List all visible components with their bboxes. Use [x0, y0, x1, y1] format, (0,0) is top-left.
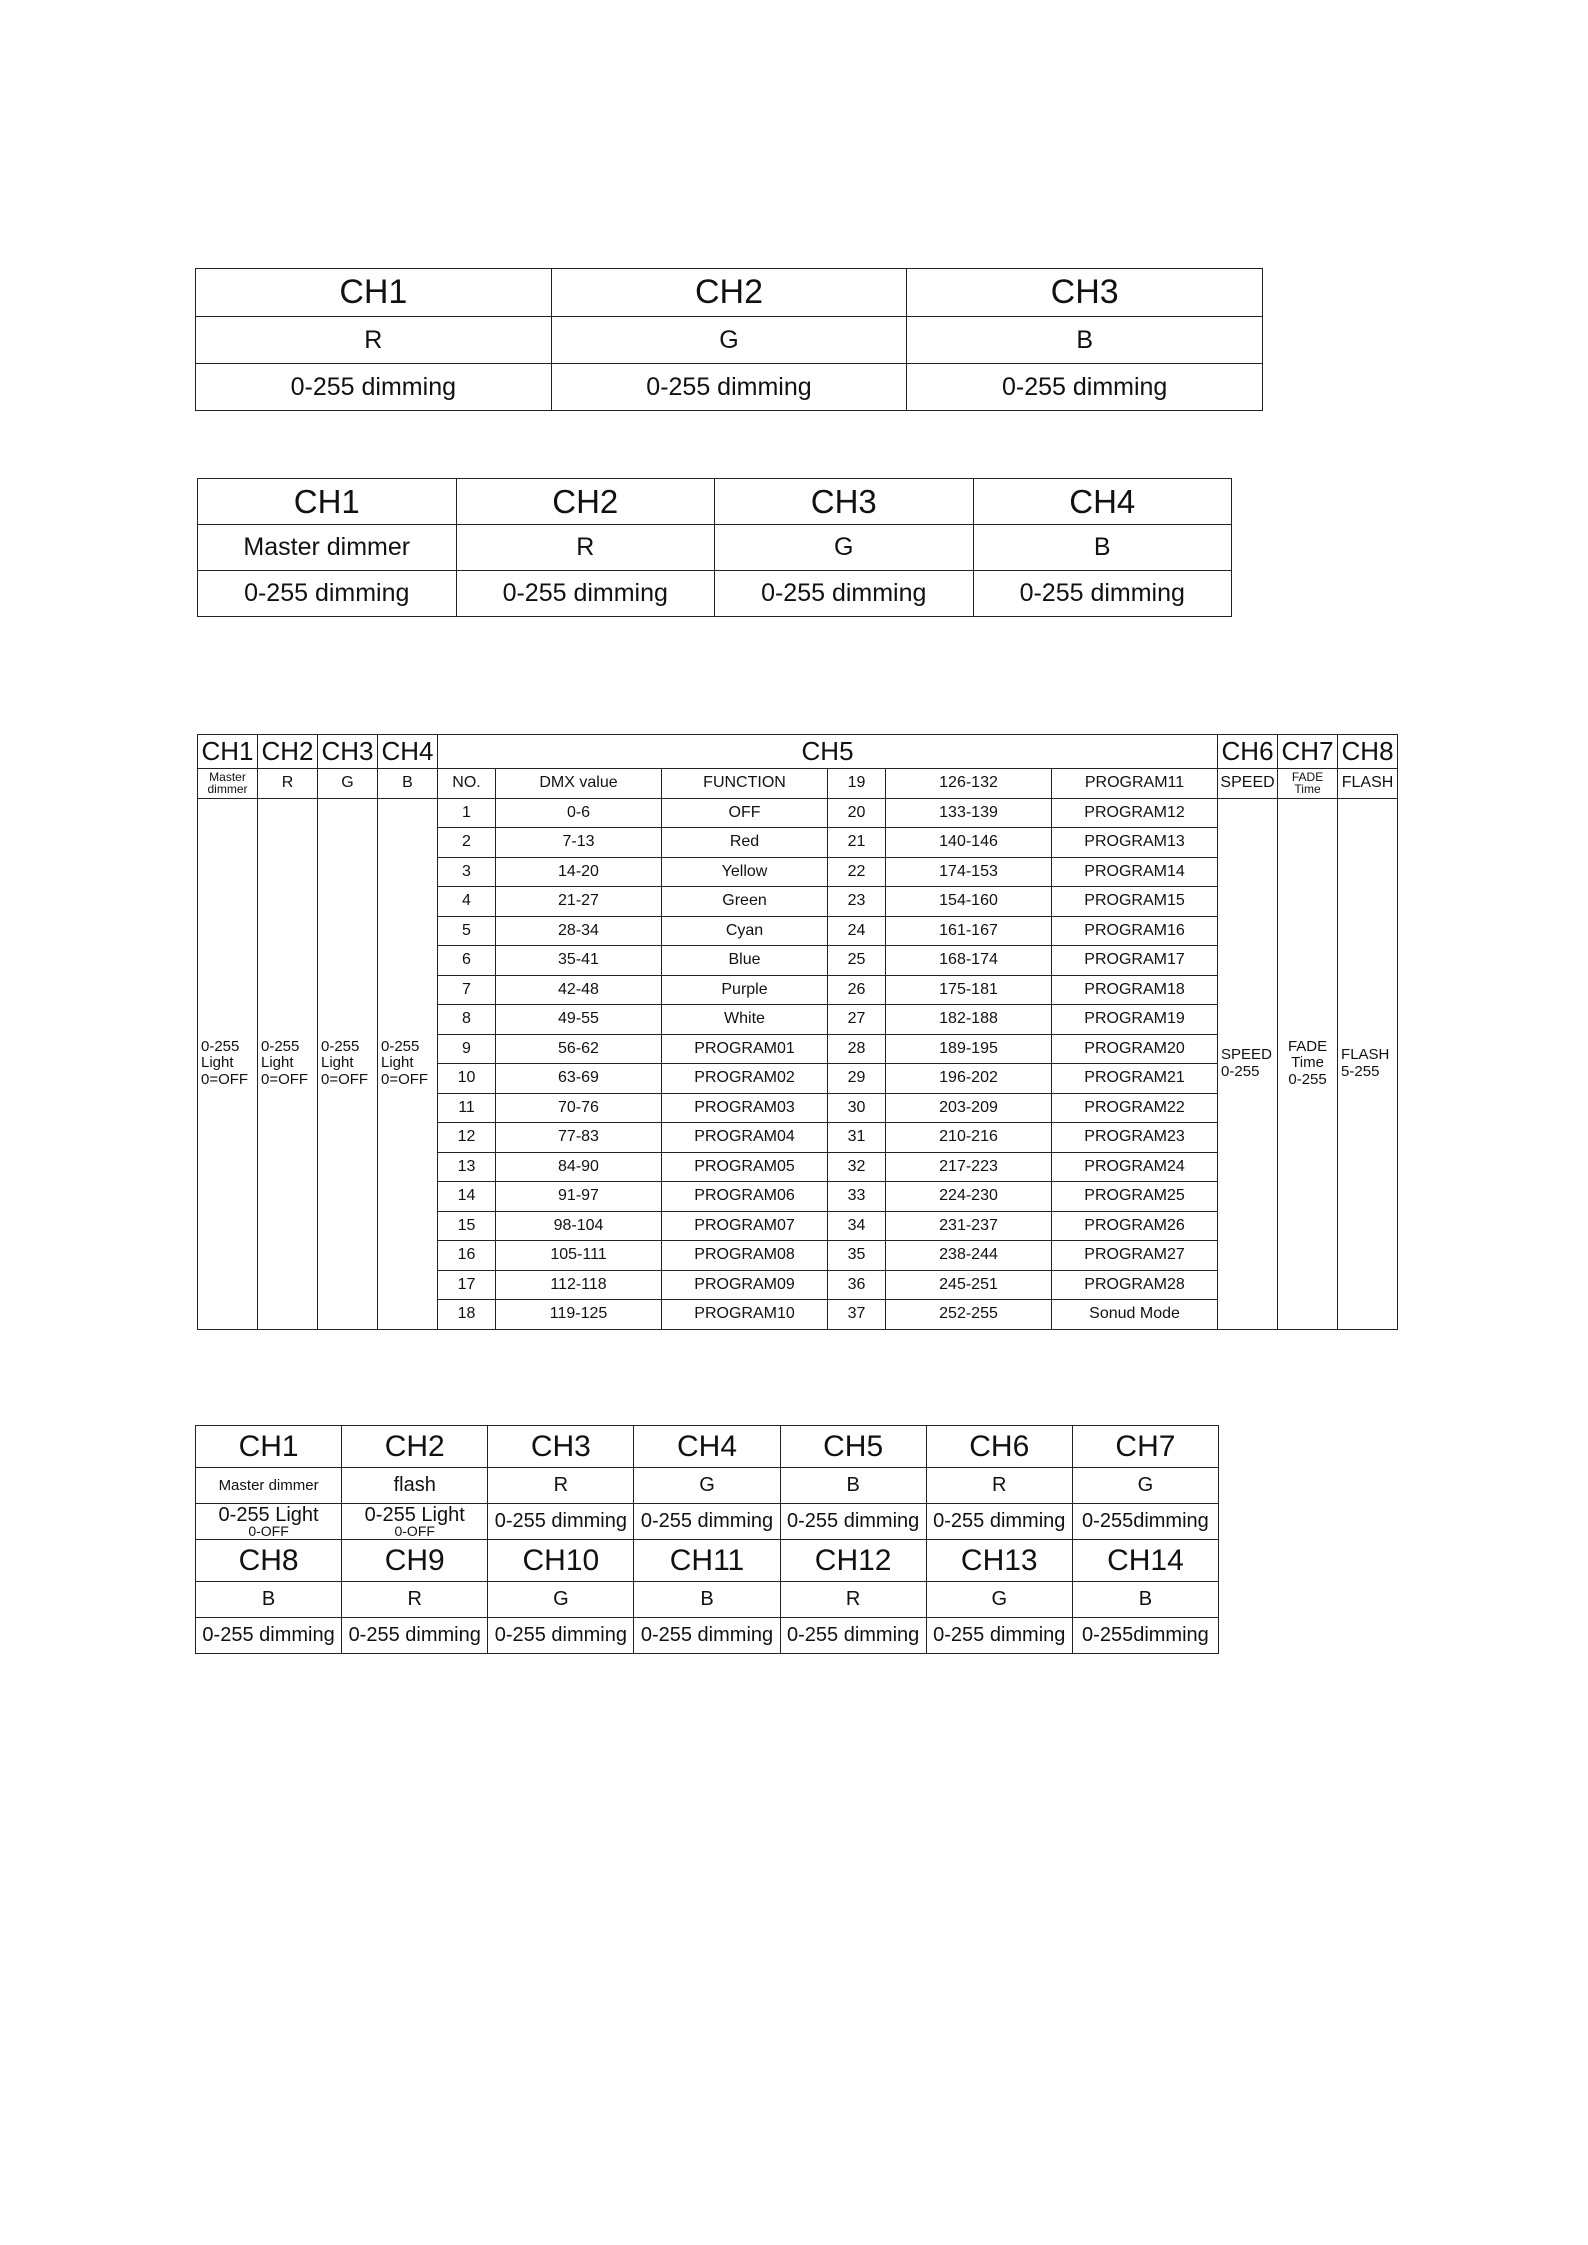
range-cell: 0-255 dimming: [634, 1504, 780, 1540]
data-cell: 24: [828, 916, 886, 946]
function-cell: R: [456, 525, 715, 571]
range-cell: 0-255 dimming: [780, 1618, 926, 1654]
data-cell: 112-118: [496, 1270, 662, 1300]
function-cell: G: [488, 1582, 634, 1618]
channel-header: CH6: [1218, 735, 1278, 769]
channel-header: CH8: [196, 1540, 342, 1582]
function-cell: Master dimmer: [196, 1468, 342, 1504]
channel-header: CH4: [973, 479, 1232, 525]
function-cell: R: [926, 1468, 1072, 1504]
data-cell: PROGRAM13: [1052, 828, 1218, 858]
range-cell: 0-255 dimming: [715, 571, 974, 617]
data-cell: PROGRAM09: [662, 1270, 828, 1300]
subheader-cell: SPEED: [1218, 769, 1278, 799]
data-cell: PROGRAM19: [1052, 1005, 1218, 1035]
channel-header: CH13: [926, 1540, 1072, 1582]
range-row: [196, 364, 1263, 411]
data-cell: 2: [438, 828, 496, 858]
data-cell: PROGRAM24: [1052, 1152, 1218, 1182]
data-cell: 77-83: [496, 1123, 662, 1153]
data-cell: 7-13: [496, 828, 662, 858]
data-cell: 154-160: [886, 887, 1052, 917]
function-cell: G: [634, 1468, 780, 1504]
data-cell: 168-174: [886, 946, 1052, 976]
function-cell: flash: [342, 1468, 488, 1504]
function-cell: G: [1072, 1468, 1218, 1504]
function-cell: G: [715, 525, 974, 571]
data-cell: 7: [438, 975, 496, 1005]
function-cell: R: [196, 317, 552, 364]
dmx-table-3ch: [195, 268, 1263, 411]
range-cell: 0-255 dimming: [780, 1504, 926, 1540]
data-cell: 29: [828, 1064, 886, 1094]
data-cell: 182-188: [886, 1005, 1052, 1035]
data-cell: 98-104: [496, 1211, 662, 1241]
range-cell: 0-255 Light 0-OFF: [196, 1504, 342, 1540]
data-cell: PROGRAM21: [1052, 1064, 1218, 1094]
data-cell: PROGRAM14: [1052, 857, 1218, 887]
channel-header: CH6: [926, 1426, 1072, 1468]
data-cell: PROGRAM28: [1052, 1270, 1218, 1300]
data-cell: 31: [828, 1123, 886, 1153]
data-cell: 10: [438, 1064, 496, 1094]
range-cell: 0-255 dimming: [488, 1618, 634, 1654]
data-cell: 126-132: [886, 769, 1052, 799]
data-cell: Blue: [662, 946, 828, 976]
data-cell: 15: [438, 1211, 496, 1241]
table-row: [198, 798, 1398, 828]
data-cell: 161-167: [886, 916, 1052, 946]
data-cell: PROGRAM18: [1052, 975, 1218, 1005]
data-cell: 105-111: [496, 1241, 662, 1271]
data-cell: Red: [662, 828, 828, 858]
data-cell: 84-90: [496, 1152, 662, 1182]
dmx-table-8ch: [197, 734, 1398, 1330]
range-cell: 0-255 dimming: [196, 364, 552, 411]
data-cell: 238-244: [886, 1241, 1052, 1271]
data-cell: PROGRAM01: [662, 1034, 828, 1064]
channel-header: CH3: [318, 735, 378, 769]
data-cell: Green: [662, 887, 828, 917]
range-cell: 0-255 dimming: [907, 364, 1263, 411]
data-cell: PROGRAM10: [662, 1300, 828, 1330]
data-cell: 210-216: [886, 1123, 1052, 1153]
data-cell: 196-202: [886, 1064, 1052, 1094]
data-cell: 70-76: [496, 1093, 662, 1123]
data-cell: PROGRAM15: [1052, 887, 1218, 917]
range-cell: 0-255 dimming: [634, 1618, 780, 1654]
data-cell: 140-146: [886, 828, 1052, 858]
range-cell: 0-255 dimming: [198, 571, 457, 617]
channel-header: CH7: [1072, 1426, 1218, 1468]
channel-header: CH2: [456, 479, 715, 525]
channel-header: CH4: [634, 1426, 780, 1468]
function-cell: R: [342, 1582, 488, 1618]
range-row: [196, 1618, 1219, 1654]
header-row: [198, 479, 1232, 525]
data-cell: 13: [438, 1152, 496, 1182]
data-cell: 32: [828, 1152, 886, 1182]
subheader-cell: FUNCTION: [662, 769, 828, 799]
data-cell: 4: [438, 887, 496, 917]
data-cell: PROGRAM23: [1052, 1123, 1218, 1153]
data-cell: 9: [438, 1034, 496, 1064]
function-cell: B: [780, 1468, 926, 1504]
data-cell: 6: [438, 946, 496, 976]
data-cell: 28: [828, 1034, 886, 1064]
data-cell: 35: [828, 1241, 886, 1271]
subheader-cell: FLASH: [1338, 769, 1398, 799]
data-cell: 33: [828, 1182, 886, 1212]
data-cell: 224-230: [886, 1182, 1052, 1212]
range-row: [196, 1504, 1219, 1540]
data-cell: 27: [828, 1005, 886, 1035]
channel-header: CH2: [342, 1426, 488, 1468]
header-row: [196, 1540, 1219, 1582]
channel-header: CH3: [907, 269, 1263, 317]
data-cell: PROGRAM11: [1052, 769, 1218, 799]
data-cell: 1: [438, 798, 496, 828]
data-cell: PROGRAM25: [1052, 1182, 1218, 1212]
data-cell: 23: [828, 887, 886, 917]
data-cell: 18: [438, 1300, 496, 1330]
data-cell: PROGRAM27: [1052, 1241, 1218, 1271]
channel-header: CH7: [1278, 735, 1338, 769]
channel-header: CH11: [634, 1540, 780, 1582]
channel-header: CH10: [488, 1540, 634, 1582]
subheader-cell: R: [258, 769, 318, 799]
range-cell: 0-255 dimming: [551, 364, 907, 411]
subheader-cell: FADE Time: [1278, 769, 1338, 799]
channel-header: CH1: [196, 269, 552, 317]
function-cell: R: [488, 1468, 634, 1504]
subheader-cell: G: [318, 769, 378, 799]
range-row: [198, 571, 1232, 617]
subheader-cell: B: [378, 769, 438, 799]
data-cell: 20: [828, 798, 886, 828]
channel-header: CH8: [1338, 735, 1398, 769]
header-row: [196, 1426, 1219, 1468]
subheader-cell: DMX value: [496, 769, 662, 799]
dmx-table-4ch: [197, 478, 1232, 617]
range-cell: 0-255 dimming: [196, 1618, 342, 1654]
data-cell: PROGRAM05: [662, 1152, 828, 1182]
function-cell: Master dimmer: [198, 525, 457, 571]
function-row: [196, 317, 1263, 364]
subheader-row: [198, 769, 1398, 799]
data-cell: 36: [828, 1270, 886, 1300]
data-cell: 12: [438, 1123, 496, 1153]
data-cell: PROGRAM04: [662, 1123, 828, 1153]
data-cell: 174-153: [886, 857, 1052, 887]
data-cell: PROGRAM08: [662, 1241, 828, 1271]
function-cell: G: [551, 317, 907, 364]
data-cell: 11: [438, 1093, 496, 1123]
function-cell: B: [634, 1582, 780, 1618]
data-cell: PROGRAM17: [1052, 946, 1218, 976]
side-cell: 0-255 Light 0=OFF: [378, 798, 438, 1329]
channel-header: CH2: [258, 735, 318, 769]
data-cell: 28-34: [496, 916, 662, 946]
data-cell: 34: [828, 1211, 886, 1241]
data-cell: 63-69: [496, 1064, 662, 1094]
channel-header: CH14: [1072, 1540, 1218, 1582]
data-cell: PROGRAM03: [662, 1093, 828, 1123]
function-cell: B: [907, 317, 1263, 364]
data-cell: 14-20: [496, 857, 662, 887]
data-cell: PROGRAM12: [1052, 798, 1218, 828]
function-row: [196, 1582, 1219, 1618]
function-cell: B: [973, 525, 1232, 571]
data-cell: 26: [828, 975, 886, 1005]
range-cell: 0-255dimming: [1072, 1504, 1218, 1540]
side-cell: 0-255 Light 0=OFF: [318, 798, 378, 1329]
subheader-cell: Master dimmer: [198, 769, 258, 799]
function-cell: G: [926, 1582, 1072, 1618]
data-cell: 16: [438, 1241, 496, 1271]
data-cell: 91-97: [496, 1182, 662, 1212]
side-cell: FLASH 5-255: [1338, 798, 1398, 1329]
data-cell: 17: [438, 1270, 496, 1300]
data-cell: White: [662, 1005, 828, 1035]
data-cell: 14: [438, 1182, 496, 1212]
data-cell: PROGRAM20: [1052, 1034, 1218, 1064]
data-cell: PROGRAM06: [662, 1182, 828, 1212]
channel-header: CH5: [780, 1426, 926, 1468]
data-cell: 21: [828, 828, 886, 858]
side-cell: 0-255 Light 0=OFF: [258, 798, 318, 1329]
channel-header: CH12: [780, 1540, 926, 1582]
channel-header: CH1: [196, 1426, 342, 1468]
data-cell: 42-48: [496, 975, 662, 1005]
data-cell: 252-255: [886, 1300, 1052, 1330]
range-cell: 0-255 Light 0-OFF: [342, 1504, 488, 1540]
data-cell: 56-62: [496, 1034, 662, 1064]
channel-header: CH2: [551, 269, 907, 317]
data-cell: PROGRAM26: [1052, 1211, 1218, 1241]
range-cell: 0-255 dimming: [342, 1618, 488, 1654]
data-cell: 21-27: [496, 887, 662, 917]
side-cell: FADE Time 0-255: [1278, 798, 1338, 1329]
data-cell: 245-251: [886, 1270, 1052, 1300]
function-row: [198, 525, 1232, 571]
data-cell: PROGRAM02: [662, 1064, 828, 1094]
function-cell: B: [196, 1582, 342, 1618]
channel-header: CH9: [342, 1540, 488, 1582]
data-cell: 37: [828, 1300, 886, 1330]
channel-header: CH1: [198, 735, 258, 769]
range-cell: 0-255dimming: [1072, 1618, 1218, 1654]
dmx-table-14ch: [195, 1425, 1219, 1654]
channel-header: CH3: [488, 1426, 634, 1468]
data-cell: Sonud Mode: [1052, 1300, 1218, 1330]
data-cell: 189-195: [886, 1034, 1052, 1064]
side-cell: SPEED 0-255: [1218, 798, 1278, 1329]
data-cell: 19: [828, 769, 886, 799]
data-cell: PROGRAM07: [662, 1211, 828, 1241]
data-cell: 231-237: [886, 1211, 1052, 1241]
range-cell: 0-255 dimming: [488, 1504, 634, 1540]
data-cell: 8: [438, 1005, 496, 1035]
data-cell: PROGRAM22: [1052, 1093, 1218, 1123]
side-cell: 0-255 Light 0=OFF: [198, 798, 258, 1329]
data-cell: PROGRAM16: [1052, 916, 1218, 946]
data-cell: 22: [828, 857, 886, 887]
data-cell: Yellow: [662, 857, 828, 887]
data-cell: 119-125: [496, 1300, 662, 1330]
data-cell: 175-181: [886, 975, 1052, 1005]
function-row: [196, 1468, 1219, 1504]
subheader-cell: NO.: [438, 769, 496, 799]
channel-header: CH1: [198, 479, 457, 525]
data-cell: 35-41: [496, 946, 662, 976]
data-cell: 217-223: [886, 1152, 1052, 1182]
data-cell: 30: [828, 1093, 886, 1123]
function-cell: R: [780, 1582, 926, 1618]
range-cell: 0-255 dimming: [456, 571, 715, 617]
data-cell: 49-55: [496, 1005, 662, 1035]
range-cell: 0-255 dimming: [926, 1504, 1072, 1540]
data-cell: Cyan: [662, 916, 828, 946]
range-cell: 0-255 dimming: [926, 1618, 1072, 1654]
data-cell: 0-6: [496, 798, 662, 828]
data-cell: 133-139: [886, 798, 1052, 828]
range-cell: 0-255 dimming: [973, 571, 1232, 617]
data-cell: 25: [828, 946, 886, 976]
header-row: [196, 269, 1263, 317]
channel-header: CH4: [378, 735, 438, 769]
data-cell: 5: [438, 916, 496, 946]
channel-header: CH3: [715, 479, 974, 525]
header-row: [198, 735, 1398, 769]
data-cell: OFF: [662, 798, 828, 828]
channel-header: CH5: [438, 735, 1218, 769]
data-cell: 3: [438, 857, 496, 887]
data-cell: 203-209: [886, 1093, 1052, 1123]
data-cell: Purple: [662, 975, 828, 1005]
function-cell: B: [1072, 1582, 1218, 1618]
